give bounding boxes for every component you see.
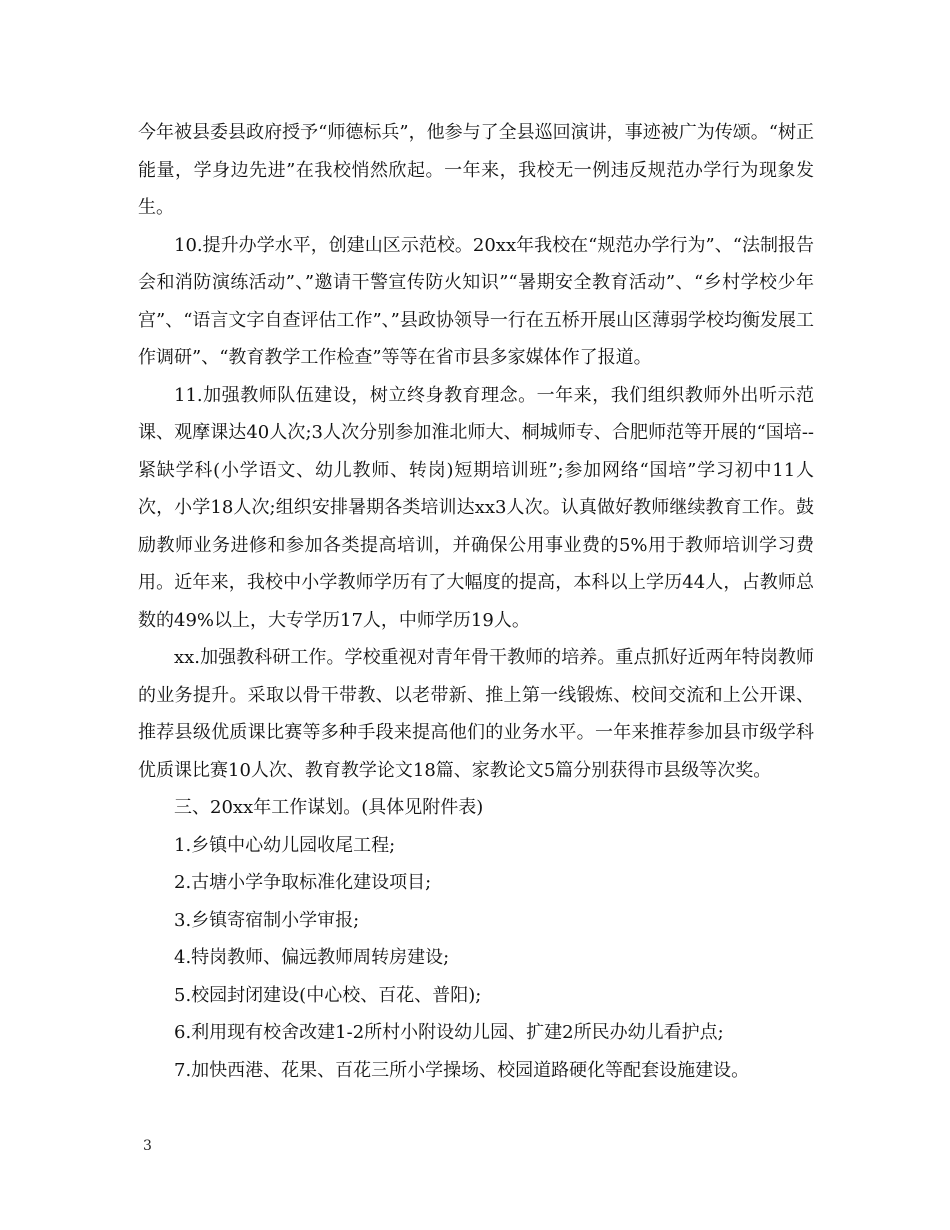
plan-item-7: 7.加快西港、花果、百花三所小学操场、校园道路硬化等配套设施建设。 <box>174 1059 750 1081</box>
document-body <box>138 114 814 1089</box>
section-heading-plan: 三、20xx年工作谋划。(具体见附件表) <box>174 797 484 818</box>
plan-item-5: 5.校园封闭建设(中心校、百花、普阳); <box>174 984 482 1006</box>
paragraph-item-10: 10.提升办学水平，创建山区示范校。20xx年我校在“规范办学行为”、“法制报告会和消防演练活动”、”邀请干警宣传防火知识”“暑期安全教育活动”、“乡村学校少年宫”、“语言文字自查评估工作”、”县政协领导一行在五桥开展山区薄弱学校均衡发展工作调研”、“教育教学工作检查”等等在省市县多家媒体作了报道。 <box>138 234 814 368</box>
plan-item-1: 1.乡镇中心幼儿园收尾工程; <box>174 834 396 856</box>
paragraph-continuation: 今年被县委县政府授予“师德标兵”，他参与了全县巡回演讲，事迹被广为传颂。“树正能量，学身边先进”在我校悄然欣起。一年来，我校无一例违反规范办学行为现象发生。 <box>138 122 814 218</box>
plan-item-3: 3.乡镇寄宿制小学审报; <box>174 909 360 931</box>
paragraph-item-xx: xx.加强教科研工作。学校重视对青年骨干教师的培养。重点抓好近两年特岗教师的业务提升。采取以骨干带教、以老带新、推上第一线锻炼、校间交流和上公开课、推荐县级优质课比赛等多种手段来提高他们的业务水平。一年来推荐参加县市级学科优质课比赛10人次、教育教学论文18篇、家教论文5篇分别获得市县级等次奖。 <box>138 647 814 781</box>
plan-item-4: 4.特岗教师、偏远教师周转房建设; <box>174 947 450 968</box>
plan-item-6: 6.利用现有校舍改建1-2所村小附设幼儿园、扩建2所民办幼儿看护点; <box>174 1022 724 1043</box>
plan-item-2: 2.古塘小学争取标准化建设项目; <box>174 872 432 893</box>
page-number: 3 <box>143 1138 152 1154</box>
paragraph-item-11: 11.加强教师队伍建设，树立终身教育理念。一年来，我们组织教师外出听示范课、观摩课达40人次;3人次分别参加淮北师大、桐城师专、合肥师范等开展的“国培--紧缺学科(小学语文、幼儿教师、转岗)短期培训班”;参加网络“国培”学习初中11人次，小学18人次;组织安排暑期各类培训达xx3人次。认真做好教师继续教育工作。鼓励教师业务进修和参加各类提高培训，并确保公用事业费的5%用于教师培训学习费用。近年来，我校中小学教师学历有了大幅度的提高，本科以上学历44人，占教师总数的49%以上，大专学历17人，中师学历19人。 <box>138 384 814 631</box>
